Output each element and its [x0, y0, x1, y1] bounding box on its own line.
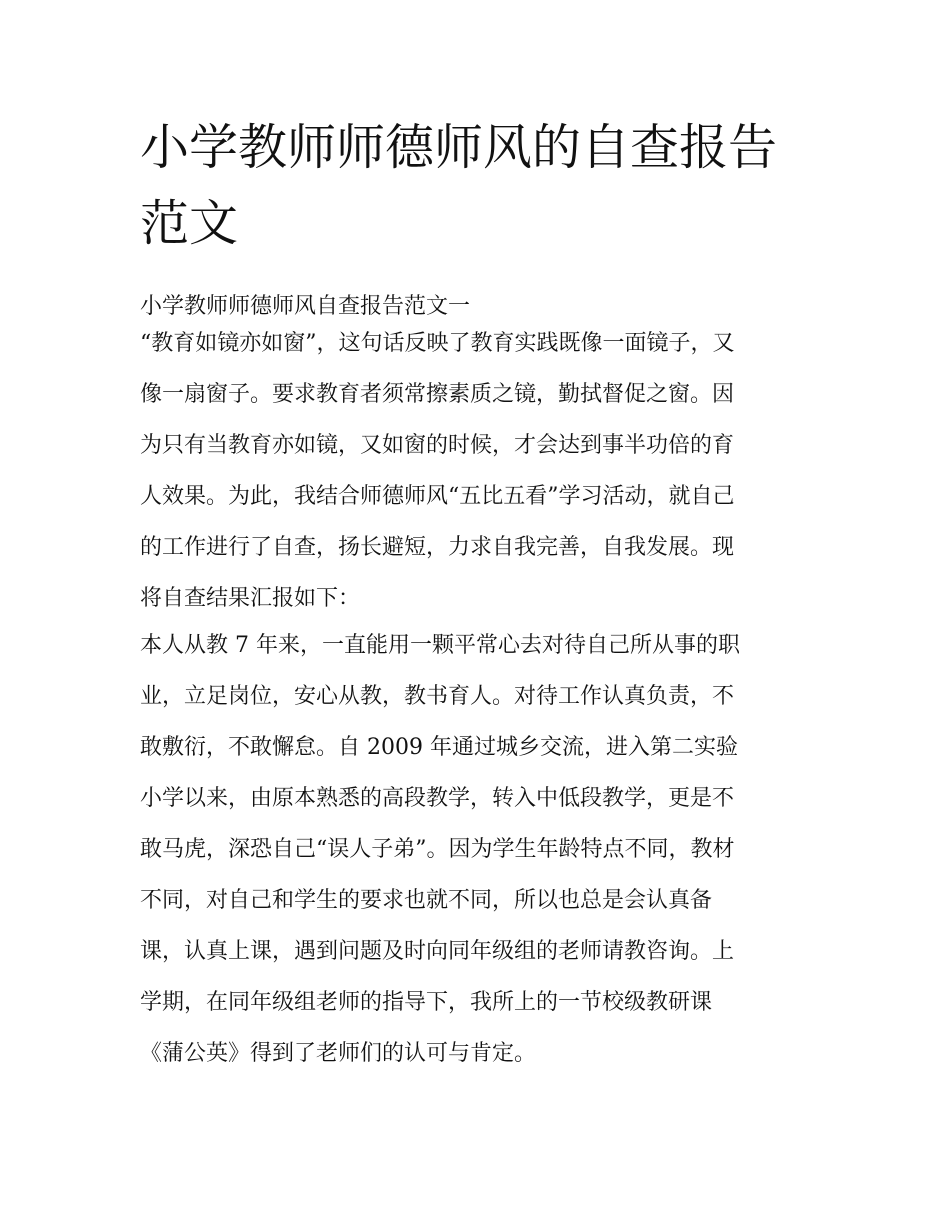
text-line: 学期，在同年级组老师的指导下，我所上的一节校级教研课: [140, 990, 713, 1015]
section-heading: 小学教师师德师风自查报告范文一: [140, 294, 471, 319]
title-line: 小学教师师德师风的自查报告: [140, 119, 778, 176]
text-line: 敢马虎，深恐自己“误人子弟”。因为学生年龄特点不同，教材: [140, 837, 735, 862]
text-line: 不同，对自己和学生的要求也就不同，所以也总是会认真备: [140, 888, 713, 913]
text-line: 像一扇窗子。要求教育者须常擦素质之镜，勤拭督促之窗。因: [140, 382, 735, 407]
text-line: 《蒲公英》得到了老师们的认可与肯定。: [140, 1041, 537, 1066]
text-line: 课，认真上课，遇到问题及时向同年级组的老师请教咨询。上: [140, 939, 735, 964]
title-line: 范文: [140, 195, 239, 252]
paragraph-body: [140, 632, 815, 1078]
document-title: [140, 110, 815, 262]
text-line: 为只有当教育亦如镜，又如窗的时候，才会达到事半功倍的育: [140, 433, 735, 458]
text-line: 本人从教 7 年来，一直能用一颗平常心去对待自己所从事的职: [140, 633, 740, 658]
text-line: 将自查结果汇报如下：: [140, 586, 361, 611]
paragraph-intro: [140, 330, 815, 623]
text-line: 业，立足岗位，安心从教，教书育人。对待工作认真负责，不: [140, 684, 735, 709]
text-line: “教育如镜亦如窗”，这句话反映了教育实践既像一面镜子，又: [140, 331, 735, 356]
text-line: 敢敷衍，不敢懈怠。自 2009 年通过城乡交流，进入第二实验: [140, 735, 738, 760]
text-line: 的工作进行了自查，扬长避短，力求自我完善，自我发展。现: [140, 535, 735, 560]
text-line: 人效果。为此，我结合师德师风“五比五看”学习活动，就自己: [140, 484, 735, 509]
document-body: [140, 110, 815, 1078]
text-line: 小学以来，由原本熟悉的高段教学，转入中低段教学，更是不: [140, 786, 735, 811]
